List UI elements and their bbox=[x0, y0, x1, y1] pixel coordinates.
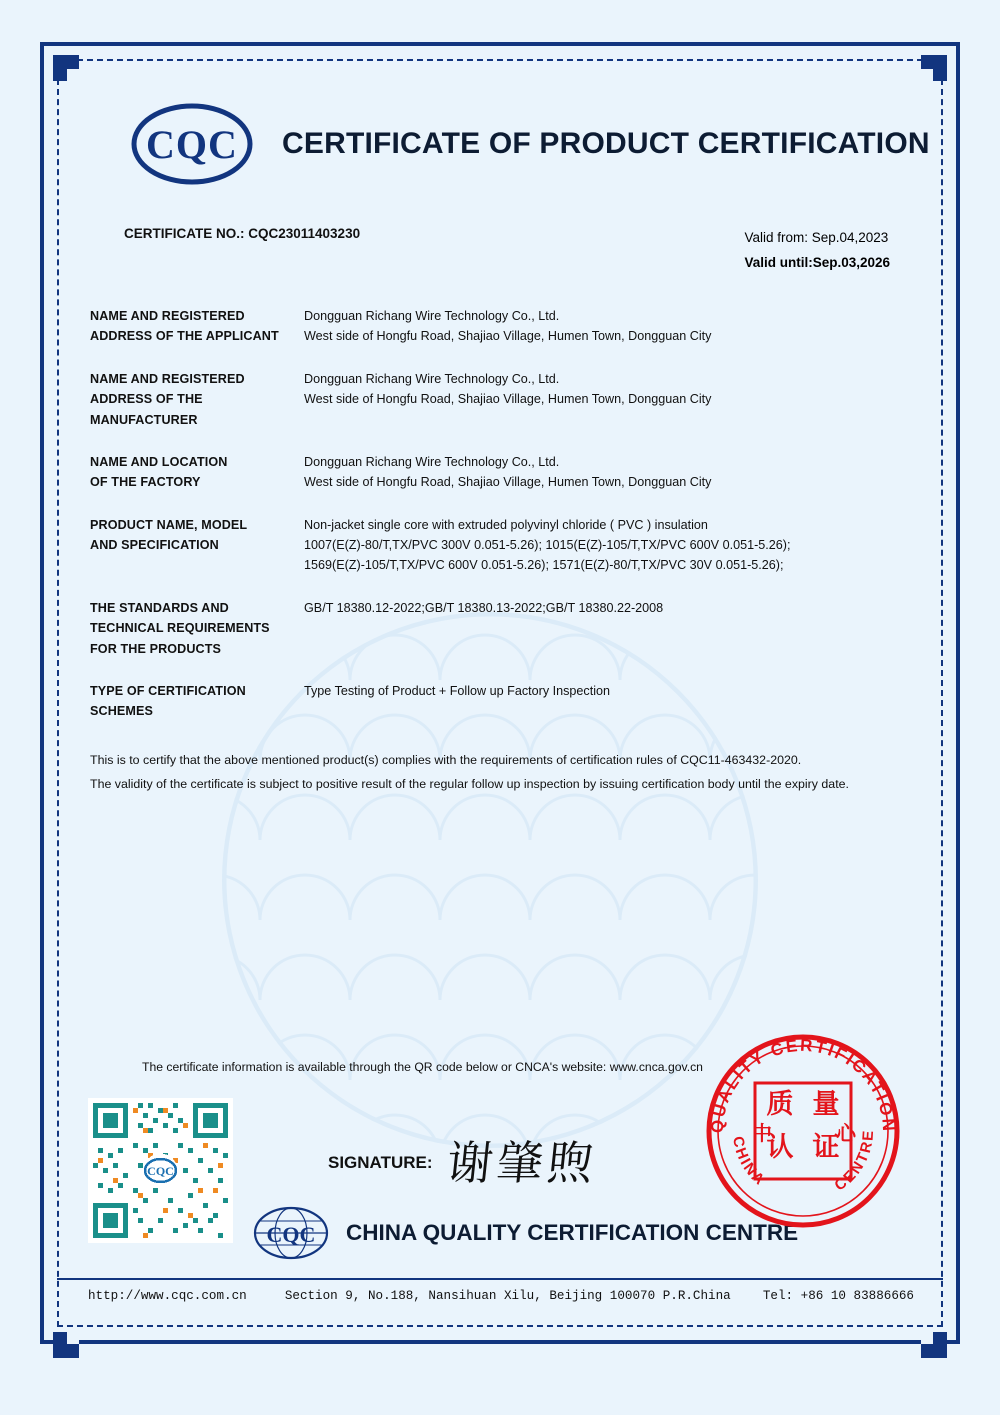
cqc-logo-icon bbox=[130, 100, 254, 188]
svg-text:认: 认 bbox=[766, 1132, 794, 1163]
svg-text:CQC: CQC bbox=[266, 1222, 316, 1247]
svg-text:CENTRE: CENTRE bbox=[831, 1128, 878, 1195]
certificate-header bbox=[88, 100, 930, 188]
valid-until: Valid until:Sep.03,2026 bbox=[744, 254, 890, 270]
corner-ornament-bottom-right bbox=[921, 1332, 947, 1358]
field-standards bbox=[90, 598, 918, 659]
field-label: TYPE OF CERTIFICATION SCHEMES bbox=[90, 684, 246, 719]
svg-text:CHINA: CHINA bbox=[729, 1135, 769, 1190]
qr-code[interactable] bbox=[88, 1098, 233, 1243]
field-label: NAME AND REGISTERED ADDRESS OF THE APPLICANT bbox=[90, 308, 279, 344]
field-product-name-model-spec bbox=[90, 515, 918, 576]
cqc-globe-logo-icon bbox=[252, 1205, 330, 1261]
svg-text:CQC: CQC bbox=[147, 1164, 174, 1178]
field-label: NAME AND REGISTERED ADDRESS OF THE MANUFACTURER bbox=[90, 371, 245, 427]
certificate-fields bbox=[88, 306, 918, 722]
signature-label: SIGNATURE: bbox=[328, 1153, 433, 1172]
field-applicant bbox=[90, 306, 918, 347]
page-title: CERTIFICATE OF PRODUCT CERTIFICATION bbox=[282, 127, 930, 160]
valid-from: Valid from: Sep.04,2023 bbox=[744, 230, 889, 245]
svg-text:心: 心 bbox=[836, 1121, 856, 1145]
footer-divider bbox=[57, 1278, 943, 1280]
field-factory bbox=[90, 452, 918, 493]
statement-validity: The validity of the certificate is subject to positive result of the regular follow up inspection by issuing certification body until the expiry date. bbox=[90, 776, 849, 791]
field-certification-scheme bbox=[90, 681, 918, 722]
svg-text:证: 证 bbox=[812, 1132, 840, 1163]
field-value: Type Testing of Product + Follow up Factory Inspection bbox=[304, 684, 611, 699]
svg-text:质: 质 bbox=[766, 1089, 794, 1120]
corner-ornament-top-right bbox=[921, 55, 947, 81]
footer-website[interactable]: http://www.cqc.com.cn bbox=[88, 1289, 247, 1303]
svg-text:QUALITY CERTIFICATION: QUALITY CERTIFICATION bbox=[707, 1035, 899, 1134]
field-label: NAME AND LOCATION OF THE FACTORY bbox=[90, 454, 228, 490]
certificate-statements bbox=[88, 748, 918, 796]
svg-text:中: 中 bbox=[752, 1121, 772, 1145]
svg-text:量: 量 bbox=[812, 1089, 840, 1120]
svg-text:CQC: CQC bbox=[146, 122, 238, 167]
footer bbox=[88, 1289, 914, 1303]
signature-handwriting: 谢肇煦 bbox=[443, 1136, 600, 1190]
official-red-seal bbox=[700, 1028, 906, 1234]
statement-compliance: This is to certify that the above mentioned product(s) complies with the requirements of certification rules of CQC11-463432-2020. bbox=[90, 752, 802, 767]
field-label: THE STANDARDS AND TECHNICAL REQUIREMENTS FOR THE PRODUCTS bbox=[90, 600, 270, 656]
field-value: GB/T 18380.12-2022;GB/T 18380.13-2022;GB/T 18380.22-2008 bbox=[304, 600, 664, 615]
field-label: PRODUCT NAME, MODEL AND SPECIFICATION bbox=[90, 517, 248, 553]
qr-code-note: The certificate information is available through the QR code below or CNCA's website: www.cnca.gov.cn bbox=[142, 1060, 703, 1074]
corner-ornament-top-left bbox=[53, 55, 79, 81]
footer-address: Section 9, No.188, Nansihuan Xilu, Beijing 100070 P.R.China bbox=[284, 1289, 731, 1303]
certificate-meta-row bbox=[88, 226, 918, 276]
signature-row bbox=[328, 1136, 600, 1190]
corner-ornament-bottom-left bbox=[53, 1332, 79, 1358]
certificate-number: CERTIFICATE NO.: CQC23011403230 bbox=[124, 226, 361, 241]
field-value: Dongguan Richang Wire Technology Co., Ltd. West side of Hongfu Road, Shajiao Village, Humen Town, Dongguan City bbox=[304, 371, 712, 407]
field-manufacturer bbox=[90, 369, 918, 430]
validity-block bbox=[744, 226, 890, 276]
footer-telephone: Tel: +86 10 83886666 bbox=[762, 1289, 914, 1303]
organization-name: CHINA QUALITY CERTIFICATION CENTRE bbox=[346, 1220, 799, 1245]
field-value: Non-jacket single core with extruded polyvinyl chloride ( PVC ) insulation 1007(E(Z)-80/T,TX/PVC 300V 0.051-5.26); 1015(E(Z)-105/T,TX/PVC 600V 0.051-5.26); 1569(E(Z)-105/T,TX/PVC 600V 0.051-5.26); 1571(E(Z)-80/T,TX/PVC 30V 0.051-5.26); bbox=[304, 517, 791, 573]
field-value: Dongguan Richang Wire Technology Co., Ltd. West side of Hongfu Road, Shajiao Village, Humen Town, Dongguan City bbox=[304, 308, 712, 344]
certificate-content bbox=[88, 100, 930, 796]
field-value: Dongguan Richang Wire Technology Co., Ltd. West side of Hongfu Road, Shajiao Village, Humen Town, Dongguan City bbox=[304, 454, 712, 490]
